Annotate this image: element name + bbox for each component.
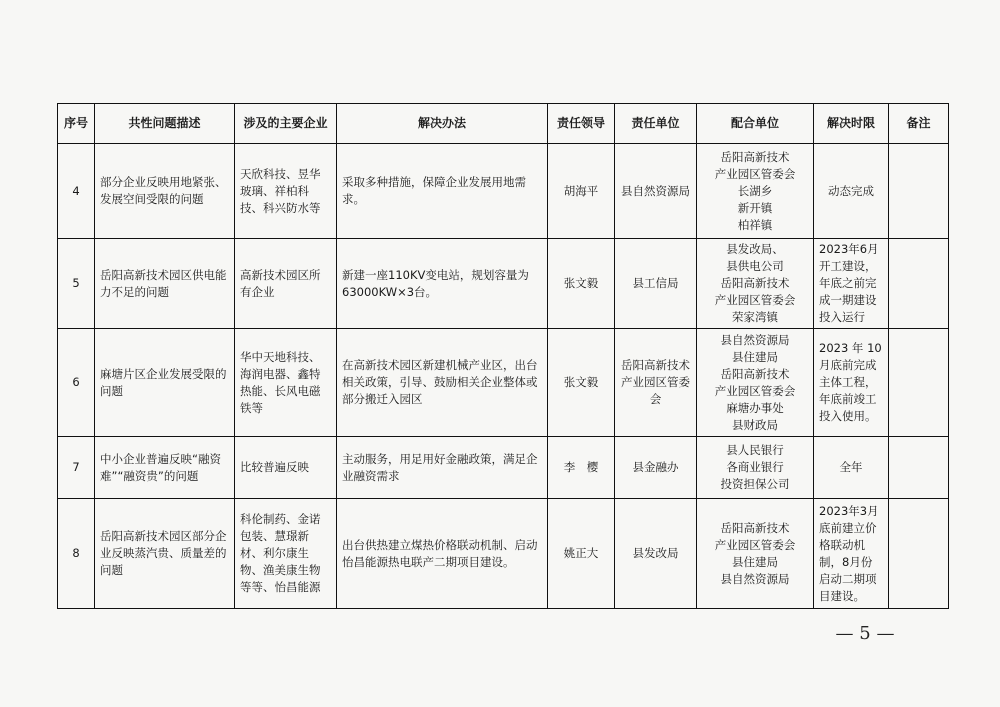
partner-line: 岳阳高新技术 <box>720 366 790 381</box>
partners-cell <box>697 499 814 609</box>
leader-cell: 张文毅 <box>548 239 615 329</box>
header-cell: 共性问题描述 <box>95 104 235 144</box>
companies-cell: 高新技术园区所有企业 <box>235 239 337 329</box>
unit-cell: 县金融办 <box>615 437 697 499</box>
unit-cell: 县工信局 <box>615 239 697 329</box>
leader-cell: 胡海平 <box>548 144 615 239</box>
partner-line: 县供电公司 <box>726 259 784 273</box>
partner-line: 投资担保公司 <box>720 477 790 491</box>
header-cell: 涉及的主要企业 <box>235 104 337 144</box>
partner-line: 柏祥镇 <box>737 217 773 232</box>
deadline-cell: 全年 <box>814 437 889 499</box>
problem-cell: 中小企业普遍反映“融资难”“融资贵”的问题 <box>95 437 235 499</box>
partners-cell <box>697 239 814 329</box>
solution-cell: 在高新技术园区新建机械产业区，出台相关政策，引导、鼓励相关企业整体或部分搬迁入园区 <box>337 329 548 437</box>
header-cell: 解决办法 <box>337 104 548 144</box>
header-cell: 责任领导 <box>548 104 615 144</box>
unit-cell: 岳阳高新技术产业园区管委会 <box>615 329 697 437</box>
deadline-cell: 动态完成 <box>814 144 889 239</box>
row-number: 8 <box>58 499 95 609</box>
deadline-cell: 2023 年 10月底前完成主体工程，年底前竣工投入使用。 <box>814 329 889 437</box>
partner-line: 岳阳高新技术 <box>720 149 790 164</box>
solution-cell: 主动服务，用足用好金融政策，满足企业融资需求 <box>337 437 548 499</box>
partner-line: 荣家湾镇 <box>732 310 778 324</box>
partner-line: 新开镇 <box>737 200 773 215</box>
note-cell <box>889 239 949 329</box>
header-cell: 配合单位 <box>697 104 814 144</box>
partner-line: 长湖乡 <box>737 183 773 198</box>
unit-cell: 县发改局 <box>615 499 697 609</box>
deadline-cell: 2023年3月底前建立价格联动机制，8月份启动二期项目建设。 <box>814 499 889 609</box>
partner-line: 县住建局 <box>732 554 778 569</box>
issues-table <box>57 103 949 609</box>
solution-cell: 出台供热建立煤热价格联动机制、启动怡昌能源热电联产二期项目建设。 <box>337 499 548 609</box>
note-cell <box>889 329 949 437</box>
partners-cell <box>697 329 814 437</box>
partner-line: 岳阳高新技术 <box>720 276 790 290</box>
table-row <box>58 144 949 239</box>
partner-line: 县自然资源局 <box>720 571 790 586</box>
partner-line: 产业园区管委会 <box>714 383 796 398</box>
table-row <box>58 499 949 609</box>
partners-cell <box>697 437 814 499</box>
deadline-cell: 2023年6月开工建设，年底之前完成一期建设投入运行 <box>814 239 889 329</box>
note-cell <box>889 499 949 609</box>
leader-cell: 李 樱 <box>548 437 615 499</box>
partner-line: 产业园区管委会 <box>714 293 796 307</box>
note-cell <box>889 144 949 239</box>
partner-line: 岳阳高新技术 <box>720 520 790 535</box>
partners-cell <box>697 144 814 239</box>
problem-cell: 岳阳高新技术园区部分企业反映蒸汽贵、质量差的问题 <box>95 499 235 609</box>
problem-cell: 麻塘片区企业发展受限的问题 <box>95 329 235 437</box>
partner-line: 县财政局 <box>732 417 778 432</box>
row-number: 6 <box>58 329 95 437</box>
header-cell: 备注 <box>889 104 949 144</box>
partner-line: 县人民银行 <box>726 443 784 457</box>
solution-cell: 新建一座110KV变电站，规划容量为63000KW×3台。 <box>337 239 548 329</box>
leader-cell: 姚正大 <box>548 499 615 609</box>
partner-line: 各商业银行 <box>726 460 784 474</box>
header-cell: 序号 <box>58 104 95 144</box>
table-row <box>58 437 949 499</box>
note-cell <box>889 437 949 499</box>
partner-line: 县发改局、 <box>726 242 784 256</box>
row-number: 4 <box>58 144 95 239</box>
problem-cell: 部分企业反映用地紧张、发展空间受限的问题 <box>95 144 235 239</box>
leader-cell: 张文毅 <box>548 329 615 437</box>
partner-line: 麻塘办事处 <box>726 400 784 415</box>
header-cell: 解决时限 <box>814 104 889 144</box>
partner-line: 县自然资源局 <box>720 332 790 347</box>
partner-line: 县住建局 <box>732 349 778 364</box>
row-number: 7 <box>58 437 95 499</box>
row-number: 5 <box>58 239 95 329</box>
companies-cell: 科伦制药、金诺包装、慧璟新材、利尔康生物、渔美康生物等等、怡昌能源 <box>235 499 337 609</box>
table-row <box>58 329 949 437</box>
companies-cell: 华中天地科技、海润电器、鑫特热能、长风电磁铁等 <box>235 329 337 437</box>
unit-cell: 县自然资源局 <box>615 144 697 239</box>
companies-cell: 天欣科技、昱华玻璃、祥柏科技、科兴防水等 <box>235 144 337 239</box>
solution-cell: 采取多种措施，保障企业发展用地需求。 <box>337 144 548 239</box>
table-row <box>58 239 949 329</box>
problem-cell: 岳阳高新技术园区供电能力不足的问题 <box>95 239 235 329</box>
companies-cell: 比较普遍反映 <box>235 437 337 499</box>
page-number: — 5 — <box>835 623 895 644</box>
partner-line: 产业园区管委会 <box>714 537 796 552</box>
header-cell: 责任单位 <box>615 104 697 144</box>
partner-line: 产业园区管委会 <box>714 166 796 181</box>
table-header-row <box>58 104 949 144</box>
